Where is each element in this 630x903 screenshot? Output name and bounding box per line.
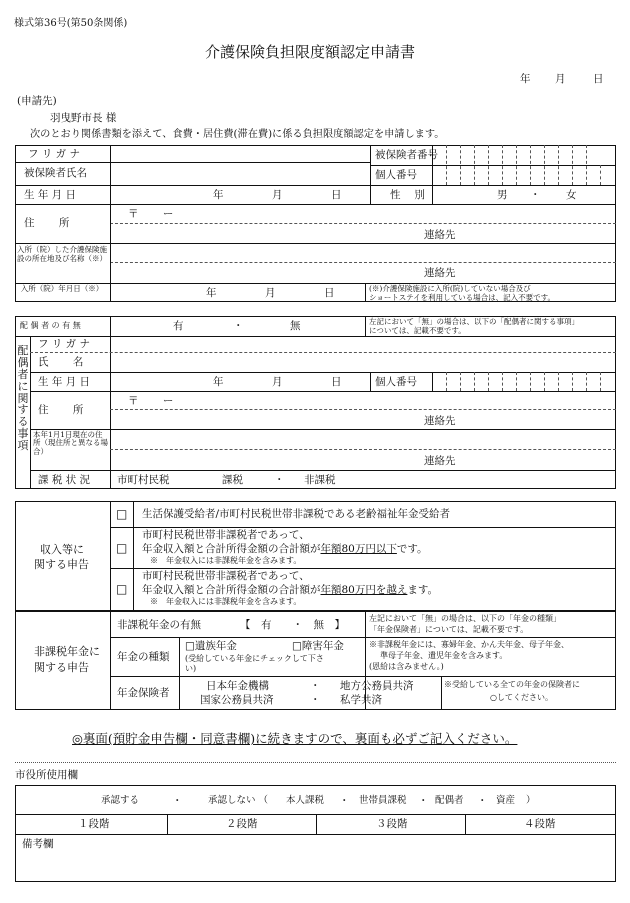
spouse-name-field[interactable]: [111, 353, 616, 372]
pension-check-hint-2: い): [185, 664, 197, 673]
spouse-presence-label: 配 偶 者 の 有 無: [20, 321, 81, 330]
household-taxed-option[interactable]: 世帯員課税: [359, 795, 407, 806]
address-label: 住 所: [24, 217, 70, 229]
income-opt2-line2: [142, 544, 428, 555]
income-opt2-l2b: 年額80万円以下: [320, 543, 397, 555]
income-opt3-l2a: 年金収入額と合計所得金額の合計額が: [142, 584, 321, 596]
pension-note-c2: ○してください。: [490, 693, 553, 702]
admission-note-1: (※)介護保険施設に入所(院)していない場合及び: [369, 284, 531, 293]
income-opt2-line1: 市町村民税世帯非課税者であって、: [142, 529, 310, 541]
pension-label-2: 関する申告: [34, 661, 89, 674]
spouse-yes-option[interactable]: 有: [173, 320, 184, 332]
postal-code-mark: 〒 ー: [128, 208, 174, 220]
pension-note-b3: (恩給は含みません。): [369, 662, 444, 671]
spouse-note-1: 左記において「無」の場合は、以下の「配偶者に関する事項」: [369, 317, 579, 326]
taxed-option[interactable]: 課税: [222, 474, 243, 486]
facility-field[interactable]: [111, 244, 616, 283]
assets-option[interactable]: 資産: [496, 795, 516, 806]
tax-dot: ・: [274, 474, 285, 486]
pension-check-hint-1: (受給している年金にチェックして下さ: [185, 654, 324, 663]
spouse-taxed-option[interactable]: 配偶者: [435, 795, 464, 806]
insured-name-field[interactable]: [111, 163, 369, 185]
spouse-contact-label: 連絡先: [424, 415, 456, 427]
birth-day: 日: [331, 189, 342, 201]
income-opt3-l2c: ます。: [407, 584, 439, 596]
spouse-birthdate-label: 生 年 月 日: [38, 376, 91, 388]
pension-note-a1: 左記において「無」の場合は、以下の「年金の種類」: [369, 614, 561, 623]
number-grid: [432, 145, 616, 185]
insurer-nenkin-kiko[interactable]: 日本年金機構: [206, 680, 269, 692]
date-day-label: 日: [593, 73, 604, 85]
spouse-side-label: 配偶者に関する事項: [17, 344, 29, 452]
disability-pension-checkbox[interactable]: □障害年金: [292, 640, 344, 652]
approve-option[interactable]: 承認する: [101, 795, 140, 806]
spouse-personal-number-label: 個人番号: [375, 376, 417, 388]
intro-text: 次のとおり関係書類を添えて、食費・居住費(滞在費)に係る負担限度額認定を申請します。: [30, 129, 445, 140]
address-field[interactable]: [111, 205, 616, 243]
jan-address-label: 本年1月1日現在の住所（現住所と異なる場合）: [33, 430, 108, 456]
office-dot-4: ・: [477, 795, 488, 807]
pension-insurer-label: 年金保険者: [117, 687, 170, 699]
date-month-label: 月: [555, 73, 566, 85]
insurer-national-gov[interactable]: 国家公務員共済: [200, 694, 274, 706]
birth-month: 月: [272, 189, 283, 201]
income-opt1-checkbox[interactable]: □: [116, 507, 128, 521]
stage-4[interactable]: ４段階: [524, 818, 556, 830]
insured-name-label: 被保険者氏名: [24, 167, 87, 179]
jan-contact-label: 連絡先: [424, 455, 456, 467]
tax-status-label: 課 税 状 況: [38, 474, 91, 486]
spouse-furigana-label: フ リ ガ ナ: [38, 338, 91, 350]
reject-option[interactable]: 承認しない （: [208, 795, 269, 806]
income-opt3-line2: [142, 585, 438, 596]
address-contact-label: 連絡先: [424, 229, 456, 241]
date-year-label: 年: [520, 73, 531, 85]
income-opt3-line1: 市町村民税世帯非課税者であって、: [142, 570, 310, 582]
insurer-local-gov[interactable]: 地方公務員共済: [340, 680, 414, 692]
income-label-2: 関する申告: [34, 558, 89, 571]
birth-year: 年: [213, 189, 224, 201]
income-opt2-l2c: です。: [396, 543, 428, 555]
office-use-label: 市役所使用欄: [15, 769, 78, 781]
office-dot-1: ・: [172, 795, 183, 807]
form-number: 様式第36号(第50条関係): [14, 18, 128, 29]
stage-3[interactable]: ３段階: [376, 818, 408, 830]
spouse-no-option[interactable]: 無: [290, 320, 301, 332]
insurer-dot-1: ・: [310, 680, 321, 692]
admission-month: 月: [265, 287, 276, 299]
birthdate-label: 生 年 月 日: [24, 189, 77, 201]
sex-label: 性 別: [390, 189, 425, 201]
spouse-birth-day: 日: [331, 376, 342, 388]
spouse-address-label: 住 所: [38, 404, 84, 416]
pension-note-b2: 準母子年金、遺児年金を含みます。: [380, 651, 508, 660]
sex-female-option[interactable]: 女: [566, 189, 577, 201]
stage-1[interactable]: １段階: [78, 818, 110, 830]
income-opt2-checkbox[interactable]: □: [116, 541, 128, 555]
admission-date-label: 入所（院）年月日（※）: [20, 284, 104, 293]
personal-number-label: 個人番号: [375, 169, 417, 181]
remarks-field[interactable]: [16, 852, 615, 881]
sex-male-option[interactable]: 男: [497, 189, 508, 201]
admission-day: 日: [324, 287, 335, 299]
pension-kind-label: 年金の種類: [117, 651, 170, 663]
income-opt2-l2a: 年金収入額と合計所得金額の合計額が: [142, 543, 321, 555]
back-side-notice: ◎裏面(預貯金申告欄・同意書欄)に続きますので、裏面も必ずご記入ください。: [72, 731, 518, 746]
income-opt3-l2b: 年額80万円を越え: [320, 584, 408, 596]
jan-address-field[interactable]: [111, 430, 616, 470]
income-opt3-checkbox[interactable]: □: [116, 582, 128, 596]
facility-contact-label: 連絡先: [424, 267, 456, 279]
office-dot-2: ・: [339, 795, 350, 807]
addressee-label: (申請先): [17, 95, 57, 107]
income-opt2-note: ※ 年金収入には非課税年金を含みます。: [150, 556, 302, 565]
insurer-dot-2: ・: [310, 694, 321, 706]
pension-note-a2: 「年金保険者」については、記載不要です。: [369, 625, 529, 634]
spouse-postal-mark: 〒 ー: [128, 395, 174, 407]
income-opt1-text: 生活保護受給者/市町村民税世帯非課税である老齢福祉年金受給者: [142, 508, 451, 520]
spouse-address-field[interactable]: [111, 392, 616, 429]
pension-yes-no-options[interactable]: 【 有 ・ 無 】: [240, 619, 345, 631]
survivor-pension-checkbox[interactable]: □遺族年金: [185, 640, 237, 652]
spouse-number-grid: [432, 372, 616, 391]
spouse-birth-month: 月: [272, 376, 283, 388]
page-title: 介護保険負担限度額認定申請書: [205, 43, 416, 61]
self-taxed-option[interactable]: 本人課税: [286, 795, 325, 806]
office-dot-3: ・: [418, 795, 429, 807]
spouse-name-label: 氏 名: [38, 356, 84, 368]
pension-label-1: 非課税年金に: [34, 645, 100, 658]
city-tax-label: 市町村民税: [117, 474, 170, 486]
nontaxed-option[interactable]: 非課税: [304, 474, 336, 486]
addressee: 羽曳野市長 様: [50, 112, 117, 124]
pension-note-b1: ※非課税年金には、寡婦年金、かん夫年金、母子年金、: [369, 640, 569, 649]
furigana-field[interactable]: [111, 146, 369, 162]
facility-label: 入所（院）した介護保険施設の所在地及び名称（※）: [17, 245, 107, 263]
stage-2[interactable]: ２段階: [226, 818, 258, 830]
spouse-birth-year: 年: [213, 376, 224, 388]
income-opt3-note: ※ 年金収入には非課税年金を含みます。: [150, 597, 302, 606]
admission-year: 年: [206, 287, 217, 299]
reject-close: ）: [526, 795, 536, 806]
insured-number-label: 被保険者番号: [375, 149, 438, 161]
spouse-dot: ・: [233, 320, 244, 332]
spouse-furigana-field[interactable]: [111, 337, 616, 352]
pension-presence-label: 非課税年金の有無: [117, 619, 201, 631]
remarks-label: 備考欄: [22, 838, 54, 850]
pension-note-c1: ※受給している全ての年金の保険者に: [444, 680, 580, 689]
insurer-private-school[interactable]: 私学共済: [340, 694, 382, 706]
furigana-label: フ リ ガ ナ: [28, 148, 81, 160]
sex-dot: ・: [530, 189, 541, 201]
admission-note-2: ショートステイを利用している場合は、記入不要です。: [369, 293, 555, 302]
spouse-note-2: については、記載不要です。: [369, 326, 466, 335]
income-label-1: 収入等に: [40, 543, 84, 556]
